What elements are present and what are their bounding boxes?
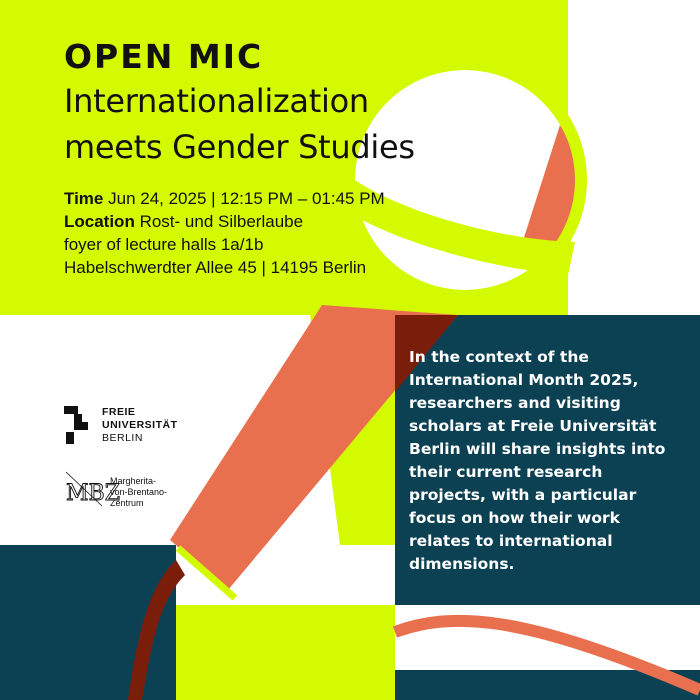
fu-logo-line-3: BERLIN <box>102 432 143 444</box>
location-line-3: Habelschwerdter Allee 45 | 14195 Berlin <box>64 258 367 277</box>
location-row <box>64 210 385 233</box>
fu-berlin-logo <box>64 406 178 446</box>
mbz-logo <box>64 466 167 510</box>
mbz-logo-mark <box>64 466 120 510</box>
event-title-line-2: meets Gender Studies <box>64 128 415 166</box>
event-type-label: OPEN MIC <box>64 37 264 76</box>
time-row <box>64 187 385 210</box>
white-block-top-right <box>568 0 700 315</box>
mbz-logo-line-1: Margherita- <box>110 476 157 486</box>
fu-logo-text <box>102 406 178 445</box>
event-details <box>64 187 385 279</box>
time-value: Jun 24, 2025 | 12:15 PM – 01:45 PM <box>108 189 385 208</box>
location-line-2: foyer of lecture halls 1a/1b <box>64 235 264 254</box>
event-description: In the context of the International Month 2025, researchers and visiting scholars at Freie Universität Berlin will share insights into their current research projects, with a particular focus on how their work relates to international dimensions. <box>409 348 666 573</box>
event-title-line-1: Internationalization <box>64 82 369 120</box>
mbz-logo-line-3: Zentrum <box>110 498 144 508</box>
mbz-logo-text <box>110 476 167 509</box>
mbz-logo-monogram: MBZ <box>66 481 120 506</box>
location-label: Location <box>64 212 135 231</box>
fu-logo-icon <box>64 406 96 446</box>
event-heading <box>64 36 415 170</box>
location-line-1: Rost- und Silberlaube <box>139 212 304 231</box>
mbz-logo-line-2: von-Brentano- <box>110 487 168 497</box>
time-label: Time <box>64 189 104 208</box>
fu-logo-line-1: FREIE <box>102 406 136 418</box>
lime-block-bottom <box>176 605 395 700</box>
fu-logo-line-2: UNIVERSITÄT <box>102 419 178 431</box>
